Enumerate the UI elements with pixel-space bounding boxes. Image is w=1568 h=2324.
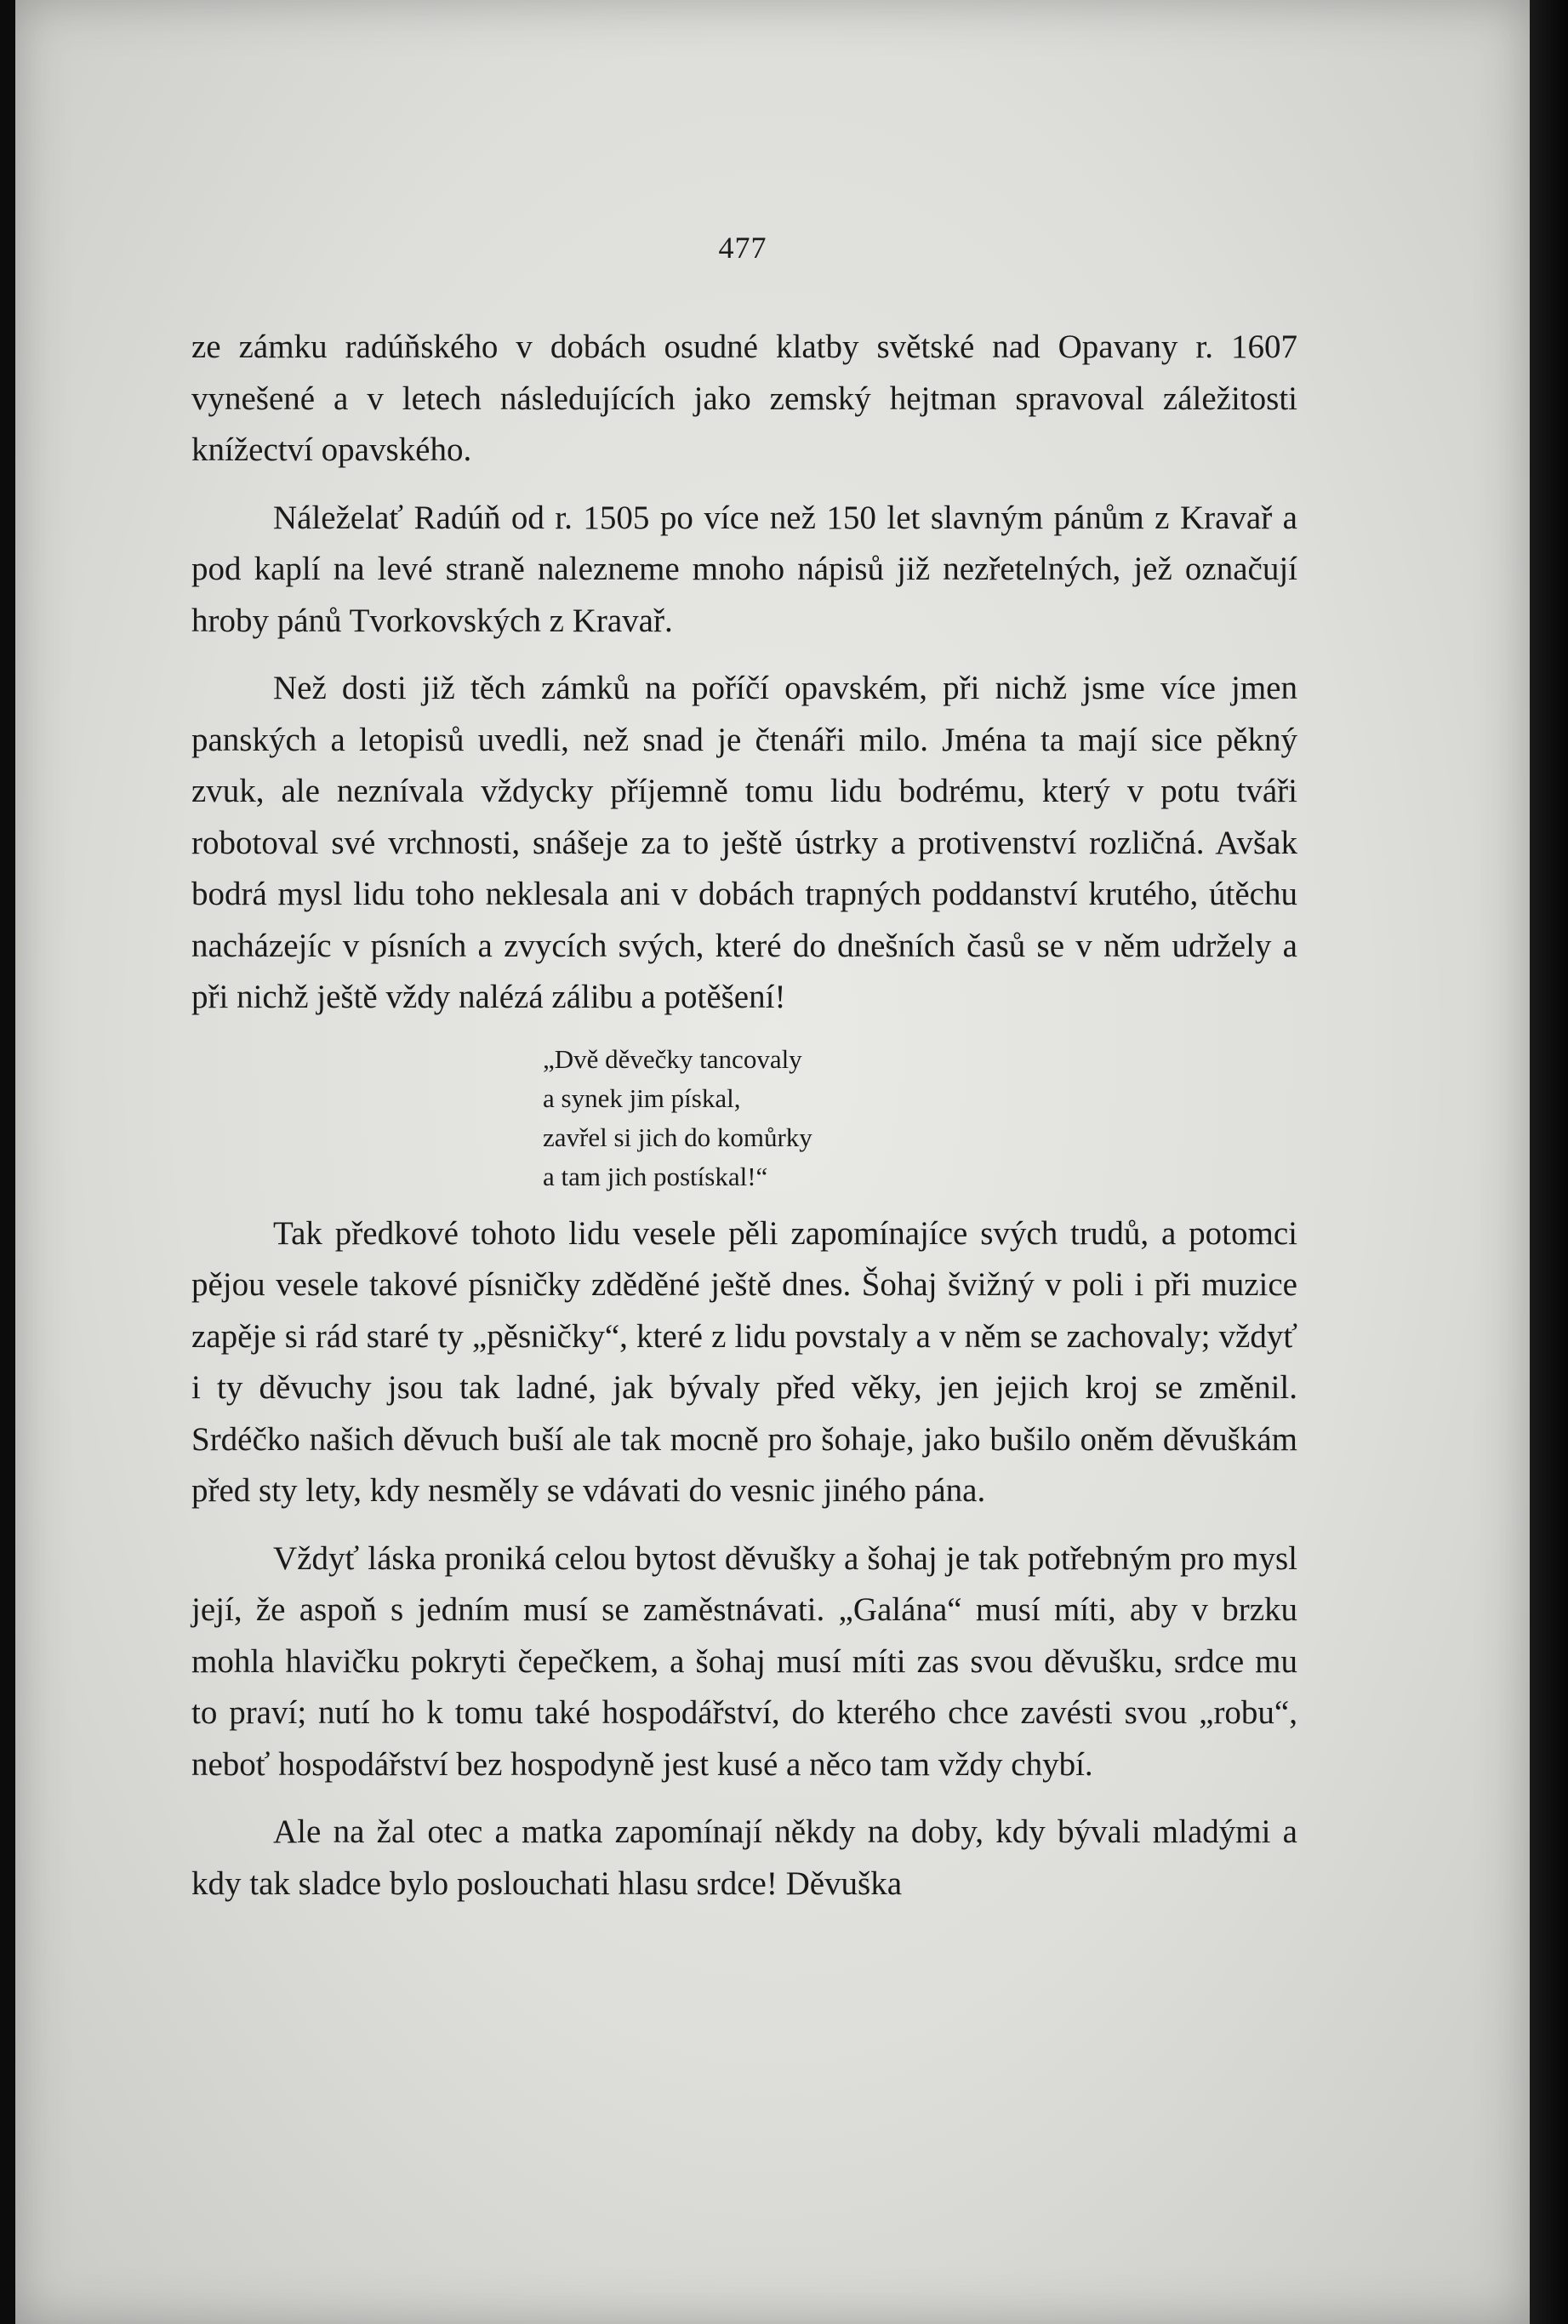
paragraph-4: Tak předkové tohoto lidu vesele pěli zapomínajíce svých trudů, a potomci pějou vesele takové písničky zděděné ještě dnes. Šohaj švižný v poli i při muzice zapěje si rád staré ty „pěsničky“, které z lidu povstaly a v něm se zachovaly; vždyť i ty děvuchy jsou tak ladné, jak bývaly před věky, jen jejich kroj se změnil. Srdéčko našich děvuch buší ale tak mocně pro šohaje, jako bušilo oněm děvuškám před sty lety, kdy nesměly se vdávati do vesnic jiného pána. [191, 1214, 1297, 1509]
book-page [15, 0, 1530, 2324]
poem-line-3: zavřel si jich do komůrky [543, 1122, 813, 1152]
paragraph-1: ze zámku radúňského v dobách osudné klatby světské nad Opavany r. 1607 vynešené a v letech následujících jako zemský hejtman spravoval záležitosti knížectví opavského. [191, 328, 1297, 468]
poem-verse [543, 1040, 1297, 1196]
poem-line-1: „Dvě děvečky tancovaly [543, 1043, 802, 1074]
scan-edge [1530, 0, 1568, 2324]
paragraph-3: Než dosti již těch zámků na poříčí opavském, při nichž jsme více jmen panských a letopisů uvedli, než snad je čtenáři milo. Jména ta mají sice pěkný zvuk, ale neznívala vždycky příjemně tomu lidu bodrému, který v potu tváři robotoval své vrchnosti, snášeje za to ještě ústrky a protivenství rozličná. Avšak bodrá mysl lidu toho neklesala ani v dobách trapných poddanství krutého, útěchu nacházejíc v písních a zvycích svých, které do dnešních časů se v něm udržely a při nichž ještě vždy nalézá zálibu a potěšení! [191, 670, 1297, 1015]
paragraph-2: Náleželať Radúň od r. 1505 po více než 150 let slavným pánům z Kravař a pod kaplí na levé straně nalezneme mnoho nápisů již nezřetelných, jež označují hroby pánů Tvorkovských z Kravař. [191, 499, 1297, 639]
paragraph-6: Ale na žal otec a matka zapomínají někdy na doby, kdy bývali mladými a kdy tak sladce bylo poslouchati hlasu srdce! Děvuška [191, 1813, 1297, 1902]
poem-line-4: a tam jich postískal!“ [543, 1161, 768, 1191]
page-number: 477 [718, 231, 767, 265]
body-text [191, 322, 1297, 1926]
paragraph-5: Vždyť láska proniká celou bytost děvušky a šohaj je tak potřebným pro mysl její, že aspoň s jedním musí se zaměstnávati. „Galána“ musí míti, aby v brzku mohla hlavičku pokryti čepečkem, a šohaj musí míti zas svou děvušku, srdce mu to praví; nutí ho k tomu také hospodářství, do kterého chce zavésti svou „robu“, neboť hospodářství bez hospodyně jest kusé a něco tam vždy chybí. [191, 1539, 1297, 1783]
poem-line-2: a synek jim pískal, [543, 1082, 741, 1113]
